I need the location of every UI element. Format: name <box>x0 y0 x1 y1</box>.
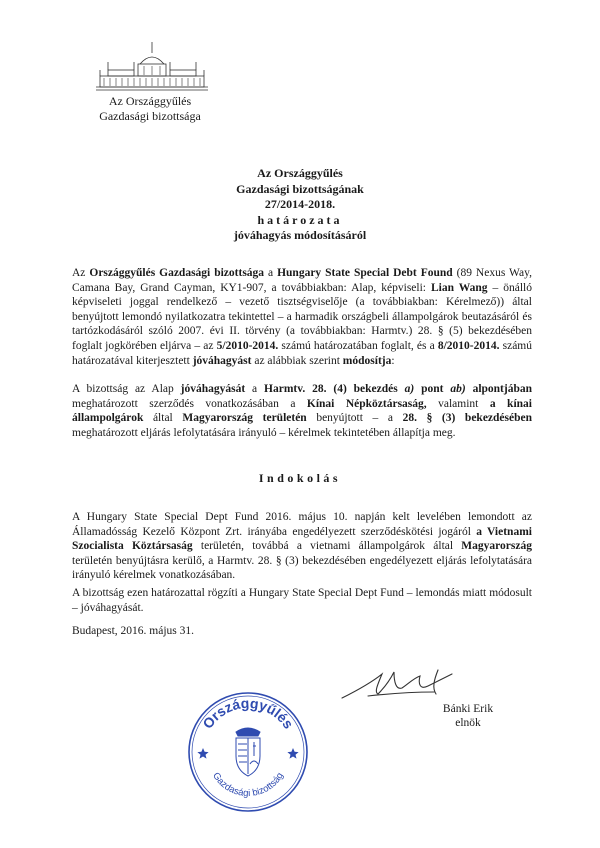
text-run: A Hungary State Special Dept Fund 2016. május 10. napján kelt levelében lemondott az Államadósság Kezelő Központ Zrt. irányába engedélyezett szerződéskötési jogáról <box>72 511 532 538</box>
resolution-kind: határozata <box>257 212 343 227</box>
paragraph-conclusion <box>72 586 532 615</box>
text-run: a <box>245 383 265 395</box>
text-run: területén, továbbá a vietnami állampolgárok által <box>192 540 462 553</box>
resolution-subject: jóváhagyás módosításáról <box>233 228 367 242</box>
text-run: Magyarország területén <box>182 412 307 425</box>
text-run: 8/2010-2014. <box>437 339 500 352</box>
text-run: számú határozatában foglalt, és a <box>278 339 438 352</box>
text-run: 28. § (3) bekezdésében <box>402 412 533 425</box>
text-run: A bizottság az Alap <box>72 383 181 395</box>
paragraph-decision <box>72 382 532 440</box>
stamp-top-text: Országgyűlés <box>199 694 297 732</box>
text-run: módosítja <box>342 354 392 367</box>
text-run: – önálló képviseleti joggal rendelkező – vezető tisztségviselője (a továbbiakban: Kérelmező)) által benyújtott lemondó nyilatkozatra tekintettel – a harmadik országbeli állampolgárok beutazásáról és tartózkodásáról szóló 2007. évi II. törvény (a továbbiakban: Harmtv.) 28. § (5) bekezdésében foglalt jogkörében eljárva – az <box>72 281 532 352</box>
text-run: a Vietnami Szocialista Köztársaság <box>72 525 532 553</box>
parliament-logo-icon <box>94 40 210 92</box>
text-run: számú határozatával kiterjesztett <box>72 339 532 367</box>
header-organization <box>80 94 220 124</box>
coat-of-arms-icon <box>236 728 260 776</box>
text-run: meghatározott eljárás lefolytatására irányuló – kérelmek tekintetében állapítja meg. <box>72 426 456 439</box>
text-run: jóváhagyását <box>180 383 246 395</box>
text-run: (89 Nexus Way, Camana Bay, Grand Cayman, KY1-907, a továbbiakban: Alap, képviseli: <box>72 267 532 294</box>
place-and-date: Budapest, 2016. május 31. <box>72 625 195 637</box>
text-run: ab) <box>450 383 466 395</box>
star-icon <box>197 748 208 759</box>
section-title-reasoning: Indokolás <box>258 471 342 485</box>
text-run: a <box>264 267 278 279</box>
title-line1: Az Országgyűlés <box>257 166 343 180</box>
text-run: által <box>143 412 183 425</box>
text-run: alpontjában <box>465 383 533 395</box>
text-run: Az <box>72 267 90 279</box>
title-line2: Gazdasági bizottságának <box>236 181 364 196</box>
text-run: Magyarország <box>461 540 532 553</box>
document-title <box>0 166 600 244</box>
text-run: A bizottság ezen határozattal rögzíti a Hungary State Special Dept Fund – lemondás miatt módosult – jóváhagyását. <box>72 587 532 614</box>
star-icon <box>287 748 298 759</box>
official-stamp <box>186 690 310 814</box>
text-run: 5/2010-2014. <box>216 339 279 352</box>
text-run: jóváhagyást <box>192 354 252 367</box>
handwritten-signature-icon <box>338 664 464 704</box>
text-run: benyújtott – a <box>306 412 403 425</box>
text-run: a) <box>404 383 415 395</box>
text-run: valamint <box>426 397 490 410</box>
text-run: az alábbiak szerint <box>251 354 343 367</box>
text-run: Lian Wang <box>430 281 488 294</box>
resolution-number: 27/2014-2018. <box>264 197 336 211</box>
text-run: meghatározott szerződés vonatkozásában a <box>72 397 307 410</box>
text-run: : <box>391 354 395 367</box>
paragraph-reasoning <box>72 510 532 583</box>
text-run: pont <box>414 383 451 395</box>
org-name-line1: Az Országgyűlés <box>108 94 192 108</box>
text-run: Országgyűlés Gazdasági bizottsága <box>89 267 265 279</box>
text-run: a kínai állampolgárok <box>72 397 532 425</box>
signatory-name: Bánki Erik <box>442 703 494 715</box>
paragraph-decision-intro <box>72 266 532 368</box>
signatory <box>418 702 518 730</box>
stamp-bottom-text: Gazdasági bizottság <box>210 770 286 800</box>
text-run: Kínai Népköztársaság, <box>306 397 427 410</box>
org-name-line2: Gazdasági bizottsága <box>99 109 201 123</box>
text-run: területén benyújtásra kerülő, a Harmtv. 28. § (3) bekezdésében engedélyezett eljárás lefolytatására irányuló kérelmek vonatkozásában. <box>72 554 532 582</box>
text-run: Harmtv. 28. (4) bekezdés <box>264 383 405 395</box>
text-run: Hungary State Special Debt Found <box>277 267 453 279</box>
signatory-role: elnök <box>455 717 481 729</box>
